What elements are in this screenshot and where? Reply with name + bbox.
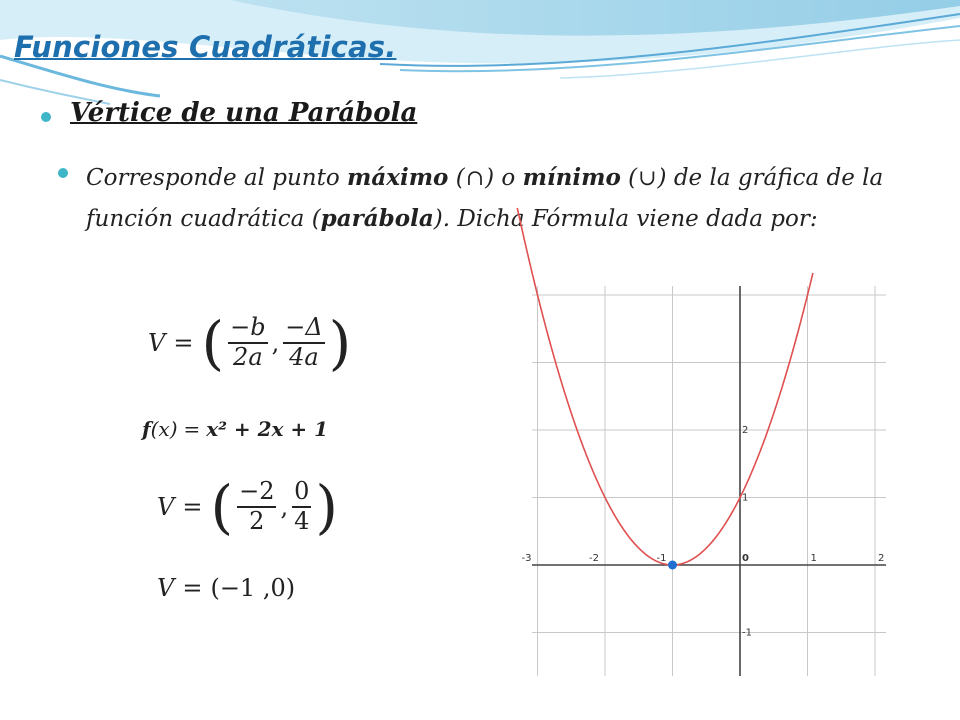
para-text: ) o bbox=[485, 165, 523, 191]
result-value: (−1 ,0) bbox=[210, 574, 296, 602]
x-tick-label: 1 bbox=[810, 553, 817, 564]
parabola-word: parábola bbox=[320, 205, 434, 232]
result-formula bbox=[155, 570, 315, 606]
cup-symbol: ∪ bbox=[638, 166, 657, 191]
function-formula bbox=[142, 414, 352, 444]
graph-background bbox=[532, 286, 886, 676]
para-text: ( bbox=[448, 165, 465, 191]
x-tick-label: -1 bbox=[656, 553, 667, 564]
vertex-formula: V = ( $\frac{-b}{2a}$ , $\frac{-\Delta}{4a}$ ) bbox=[140, 300, 345, 386]
x-tick-label: -3 bbox=[521, 553, 532, 564]
bullet-dot bbox=[41, 112, 51, 122]
y-tick-label: -1 bbox=[742, 627, 752, 639]
bullet-dot bbox=[58, 168, 68, 178]
x-tick-label: 0 bbox=[742, 553, 749, 564]
min-word: mínimo bbox=[522, 164, 621, 191]
para-text: ). Dicha Fórmula viene dada por: bbox=[433, 206, 818, 232]
formula-fraction-x: $\frac{-b}{2a}$ bbox=[230, 313, 266, 371]
substitution-formula: V = ( $\frac{-2}{2}$ , $\frac{0}{4}$ ) bbox=[155, 464, 325, 550]
y-tick-label: 2 bbox=[742, 425, 749, 436]
x-tick-label: 2 bbox=[878, 553, 885, 564]
function-equals: = bbox=[183, 417, 201, 441]
para-text: ) de la gráfica de la función cuadrática ( bbox=[86, 165, 884, 232]
formula-equals: = bbox=[173, 329, 194, 357]
para-text: ( bbox=[620, 165, 638, 191]
substitution-fraction-y: $\frac{0}{4}$ bbox=[294, 477, 310, 535]
formula-v: V bbox=[148, 329, 166, 357]
formula-fraction-y: $\frac{-\Delta}{4a}$ bbox=[285, 313, 323, 371]
function-rhs: x² + 2x + 1 bbox=[206, 417, 329, 441]
max-word: máximo bbox=[347, 164, 449, 191]
vertex-point bbox=[668, 561, 677, 570]
formula-equals: = bbox=[182, 493, 203, 521]
result-v: V bbox=[157, 574, 175, 602]
description-paragraph bbox=[86, 158, 886, 239]
formula-comma: , bbox=[280, 493, 289, 521]
parabola-graph bbox=[521, 286, 886, 676]
formula-comma: , bbox=[271, 329, 280, 357]
function-name: f bbox=[142, 417, 151, 441]
section-heading: Vértice de una Parábola bbox=[70, 98, 418, 128]
function-arg: (x) bbox=[150, 417, 178, 441]
slide-title: Funciones Cuadráticas. bbox=[14, 30, 397, 64]
formula-v: V bbox=[157, 493, 175, 521]
substitution-fraction-x: $\frac{-2}{2}$ bbox=[239, 477, 275, 535]
para-text: Corresponde al punto bbox=[86, 165, 348, 191]
x-tick-label: -2 bbox=[589, 553, 599, 564]
y-tick-label: 1 bbox=[742, 492, 749, 504]
cap-symbol: ∩ bbox=[465, 166, 485, 191]
result-equals: = bbox=[182, 574, 203, 602]
